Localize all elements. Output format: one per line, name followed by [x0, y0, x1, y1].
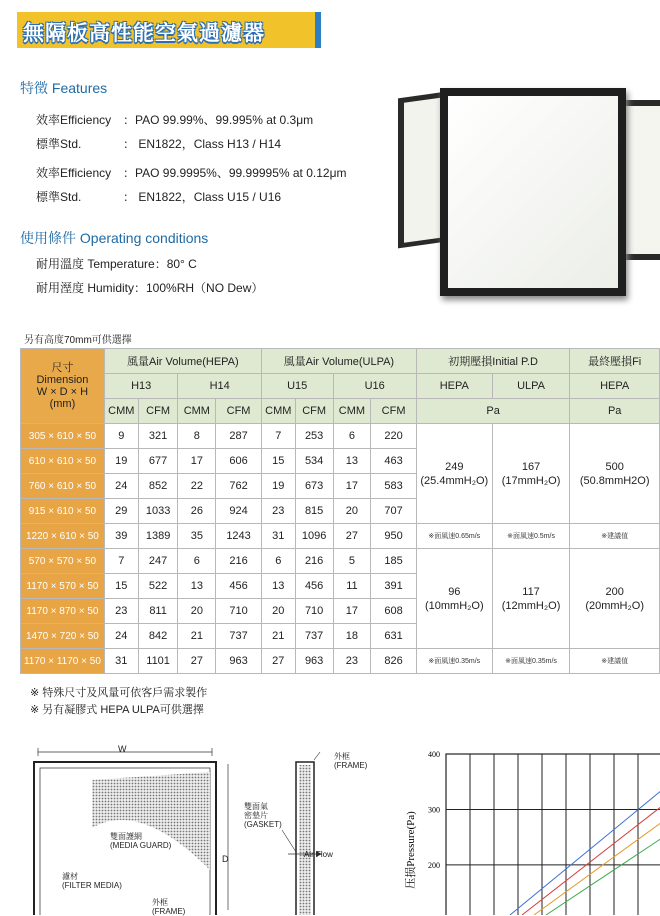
value-cell: 22: [178, 474, 216, 499]
pd-hepa-cell: 249 (25.4mmH₂O): [416, 424, 492, 524]
value-cell: 456: [216, 574, 262, 599]
value-cell: 677: [138, 449, 178, 474]
unit-cell: CMM: [104, 399, 138, 424]
series-line: [546, 838, 660, 915]
hepa-volume-header: 風量Air Volume(HEPA): [104, 349, 261, 374]
series-line: [534, 822, 660, 915]
pd-ulpa-cell: 117 (12mmH₂O): [492, 549, 570, 649]
dimension-cell: 1470 × 720 × 50: [21, 624, 105, 649]
dimension-cell: 1170 × 870 × 50: [21, 599, 105, 624]
filter-media-label: 濾材 (FILTER MEDIA): [62, 872, 122, 890]
value-cell: 35: [178, 524, 216, 549]
value-cell: 27: [261, 649, 295, 674]
value-cell: 815: [295, 499, 333, 524]
value-cell: 31: [104, 649, 138, 674]
value-cell: 15: [261, 449, 295, 474]
gasket-label: 雙面氣 密墊片 (GASKET): [244, 802, 282, 829]
value-cell: 287: [216, 424, 262, 449]
humidity-line: 耐用溼度 Humidity：100%RH（NO Dew）: [36, 281, 264, 295]
features-heading: 特徵 Features: [20, 80, 108, 96]
value-cell: 811: [138, 599, 178, 624]
pd-final-cell: 500 (50.8mmH2O): [570, 424, 660, 524]
pd-note: ※面風速0.35m/s: [492, 649, 570, 674]
value-cell: 924: [216, 499, 262, 524]
value-cell: 6: [178, 549, 216, 574]
y-tick-label: 400: [428, 750, 440, 759]
value-cell: 17: [333, 474, 371, 499]
value-cell: 608: [371, 599, 417, 624]
value-cell: 253: [295, 424, 333, 449]
value-cell: 24: [104, 474, 138, 499]
table-note: 另有高度70mm可供選擇: [24, 335, 132, 346]
feature-value-3: ：PAO 99.9995%、99.99995% at 0.12μm: [123, 166, 347, 180]
value-cell: 522: [138, 574, 178, 599]
pressure-chart: [400, 740, 660, 915]
pd-final-cell: 200 (20mmH₂O): [570, 549, 660, 649]
value-cell: 6: [261, 549, 295, 574]
value-cell: 950: [371, 524, 417, 549]
value-cell: 710: [216, 599, 262, 624]
value-cell: 220: [371, 424, 417, 449]
unit-cell: CFM: [138, 399, 178, 424]
class-h13: H13: [104, 374, 178, 399]
table-row: [21, 524, 660, 549]
initial-pd-header: 初期壓損Initial P.D: [416, 349, 569, 374]
value-cell: 826: [371, 649, 417, 674]
class-u16: U16: [333, 374, 416, 399]
unit-cell: CFM: [371, 399, 417, 424]
feature-value-4: ： EN1822，Class U15 / U16: [123, 190, 282, 204]
value-cell: 19: [104, 449, 138, 474]
pd-note: ※建議值: [570, 649, 660, 674]
y-axis-label: 压损Pressure(Pa): [405, 811, 417, 889]
value-cell: 456: [295, 574, 333, 599]
value-cell: 20: [261, 599, 295, 624]
class-u15: U15: [261, 374, 333, 399]
unit-cell: CMM: [261, 399, 295, 424]
y-tick-label: 300: [428, 805, 440, 815]
value-cell: 6: [333, 424, 371, 449]
value-cell: 852: [138, 474, 178, 499]
feature-label-1: 效率Efficiency: [36, 113, 112, 127]
value-cell: 737: [216, 624, 262, 649]
value-cell: 737: [295, 624, 333, 649]
feature-value-1: ：PAO 99.99%、99.995% at 0.3μm: [123, 113, 314, 127]
table-row: [21, 649, 660, 674]
value-cell: 216: [216, 549, 262, 574]
pd-ulpa-cell: 167 (17mmH₂O): [492, 424, 570, 524]
value-cell: 631: [371, 624, 417, 649]
value-cell: 13: [261, 574, 295, 599]
media-guard-label: 雙面護網 (MEDIA GUARD): [110, 832, 172, 850]
value-cell: 1389: [138, 524, 178, 549]
depth-label: D: [222, 854, 229, 864]
value-cell: 26: [178, 499, 216, 524]
value-cell: 185: [371, 549, 417, 574]
class-h14: H14: [178, 374, 261, 399]
value-cell: 23: [104, 599, 138, 624]
value-cell: 21: [261, 624, 295, 649]
value-cell: 7: [261, 424, 295, 449]
feature-value-2: ： EN1822，Class H13 / H14: [123, 137, 282, 151]
pa-unit-final: Pa: [570, 399, 660, 424]
value-cell: 1101: [138, 649, 178, 674]
pd-hepa-cell: 96 (10mmH₂O): [416, 549, 492, 649]
value-cell: 13: [178, 574, 216, 599]
final-pd-header: 最終壓損Fi: [570, 349, 660, 374]
title-banner: [17, 12, 321, 48]
value-cell: 247: [138, 549, 178, 574]
value-cell: 39: [104, 524, 138, 549]
value-cell: 707: [371, 499, 417, 524]
value-cell: 321: [138, 424, 178, 449]
y-tick-label: 200: [428, 860, 440, 870]
temperature-line: 耐用溫度 Temperature：80° C: [36, 257, 197, 271]
value-cell: 15: [104, 574, 138, 599]
value-cell: 24: [104, 624, 138, 649]
value-cell: 673: [295, 474, 333, 499]
value-cell: 17: [178, 449, 216, 474]
dimension-cell: 915 × 610 × 50: [21, 499, 105, 524]
value-cell: 391: [371, 574, 417, 599]
value-cell: 963: [295, 649, 333, 674]
dimension-cell: 570 × 570 × 50: [21, 549, 105, 574]
value-cell: 963: [216, 649, 262, 674]
value-cell: 17: [333, 599, 371, 624]
pd-ulpa: ULPA: [492, 374, 570, 399]
value-cell: 11: [333, 574, 371, 599]
width-label: W: [118, 744, 127, 754]
dimension-header: 尺寸 Dimension W × D × H (mm): [21, 349, 105, 424]
value-cell: 1096: [295, 524, 333, 549]
pd-note: ※面風速0.65m/s: [416, 524, 492, 549]
value-cell: 7: [104, 549, 138, 574]
value-cell: 23: [261, 499, 295, 524]
pd-final-hepa: HEPA: [570, 374, 660, 399]
value-cell: 606: [216, 449, 262, 474]
table-row: [21, 549, 660, 574]
series-line: [522, 806, 660, 915]
frame-label-bottom: 外框 (FRAME): [152, 898, 186, 916]
spec-table: [20, 348, 660, 674]
conditions-heading: 使用條件 Operating conditions: [20, 230, 209, 246]
pd-note: ※建議值: [570, 524, 660, 549]
value-cell: 13: [333, 449, 371, 474]
pa-unit: Pa: [416, 399, 569, 424]
feature-label-2: 標準Std.: [36, 137, 82, 151]
dimension-cell: 1170 × 570 × 50: [21, 574, 105, 599]
value-cell: 216: [295, 549, 333, 574]
value-cell: 534: [295, 449, 333, 474]
value-cell: 583: [371, 474, 417, 499]
unit-cell: CMM: [333, 399, 371, 424]
value-cell: 463: [371, 449, 417, 474]
page-title: 無隔板高性能空氣過濾器: [23, 22, 265, 45]
dimension-cell: 305 × 610 × 50: [21, 424, 105, 449]
value-cell: 8: [178, 424, 216, 449]
value-cell: 19: [261, 474, 295, 499]
frame-label-top: 外框 (FRAME): [334, 752, 368, 770]
value-cell: 20: [333, 499, 371, 524]
dimension-cell: 1170 × 1170 × 50: [21, 649, 105, 674]
pd-note: ※面風速0.35m/s: [416, 649, 492, 674]
value-cell: 21: [178, 624, 216, 649]
pd-hepa: HEPA: [416, 374, 492, 399]
value-cell: 1033: [138, 499, 178, 524]
value-cell: 27: [333, 524, 371, 549]
feature-label-3: 效率Efficiency: [36, 166, 112, 180]
unit-cell: CFM: [295, 399, 333, 424]
footnote-2: ※ 另有凝膠式 HEPA ULPA可供選擇: [30, 704, 204, 716]
value-cell: 9: [104, 424, 138, 449]
feature-label-4: 標準Std.: [36, 190, 82, 204]
value-cell: 18: [333, 624, 371, 649]
table-row: [21, 424, 660, 449]
dimension-cell: 1220 × 610 × 50: [21, 524, 105, 549]
value-cell: 1243: [216, 524, 262, 549]
value-cell: 5: [333, 549, 371, 574]
value-cell: 29: [104, 499, 138, 524]
ulpa-volume-header: 風量Air Volume(ULPA): [261, 349, 416, 374]
value-cell: 27: [178, 649, 216, 674]
footnote-1: ※ 特殊尺寸及风量可依客戶需求製作: [30, 687, 208, 699]
unit-cell: CMM: [178, 399, 216, 424]
pd-note: ※面風速0.5m/s: [492, 524, 570, 549]
unit-cell: CFM: [216, 399, 262, 424]
value-cell: 710: [295, 599, 333, 624]
airflow-label: Air Flow: [304, 850, 333, 859]
value-cell: 23: [333, 649, 371, 674]
value-cell: 762: [216, 474, 262, 499]
value-cell: 31: [261, 524, 295, 549]
value-cell: 842: [138, 624, 178, 649]
dimension-cell: 610 × 610 × 50: [21, 449, 105, 474]
value-cell: 20: [178, 599, 216, 624]
dimension-cell: 760 × 610 × 50: [21, 474, 105, 499]
